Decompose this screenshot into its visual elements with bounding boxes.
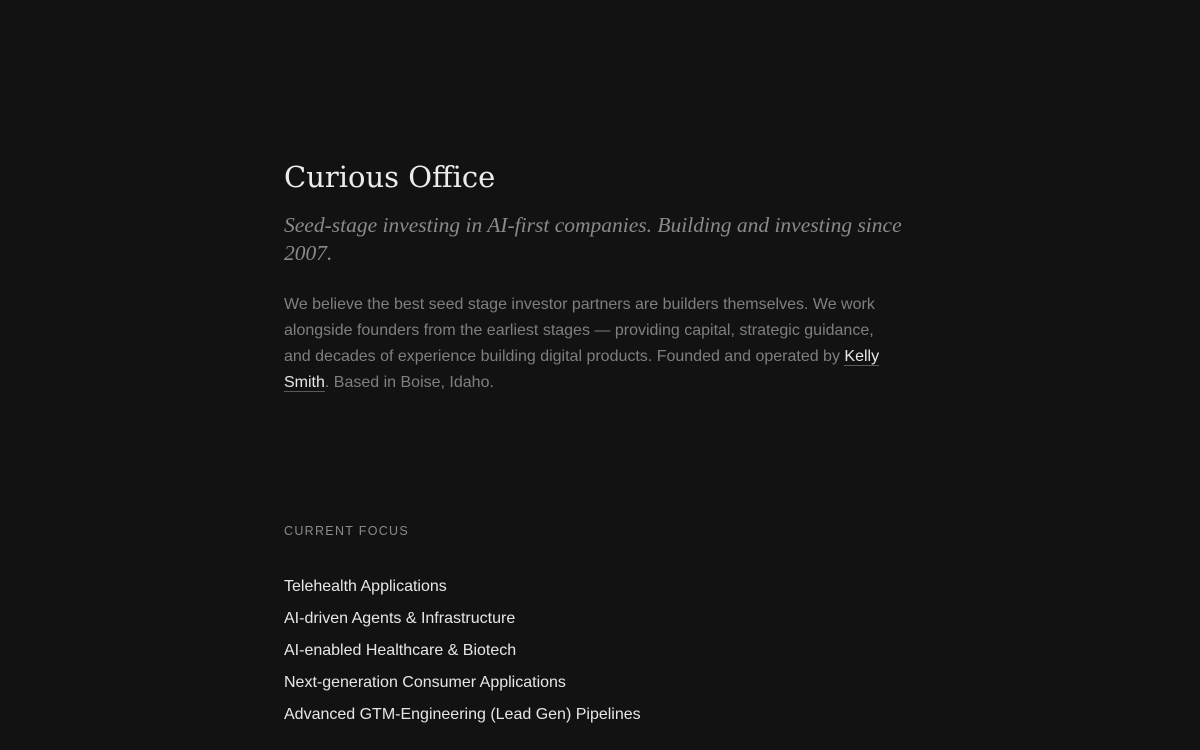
- focus-item-ai-agents: AI-driven Agents & Infrastructure: [284, 610, 516, 627]
- current-focus-label: CURRENT FOCUS: [284, 524, 410, 538]
- intro-text-before-link: We believe the best seed stage investor partners are builders themselves. We work alongside founders from the earliest stages — providing capital, strategic guidance, and decades of experience building digital products. Founded and operated by: [284, 296, 875, 365]
- focus-item-telehealth: Telehealth Applications: [284, 578, 447, 595]
- intro-text-after-link: . Based in Boise, Idaho.: [324, 374, 494, 391]
- focus-item-consumer-apps: Next-generation Consumer Applications: [284, 674, 566, 691]
- focus-item-healthcare-biotech: AI-enabled Healthcare & Biotech: [284, 642, 517, 659]
- page-title: Curious Office: [284, 160, 496, 194]
- founder-link[interactable]: Kelly Smith: [284, 348, 880, 391]
- focus-list: [284, 571, 641, 731]
- tagline: Seed-stage investing in AI-first companies. Building and investing since 2007.: [284, 213, 902, 265]
- focus-item-gtm-engineering: Advanced GTM-Engineering (Lead Gen) Pipelines: [284, 706, 641, 723]
- intro-paragraph: [284, 292, 904, 396]
